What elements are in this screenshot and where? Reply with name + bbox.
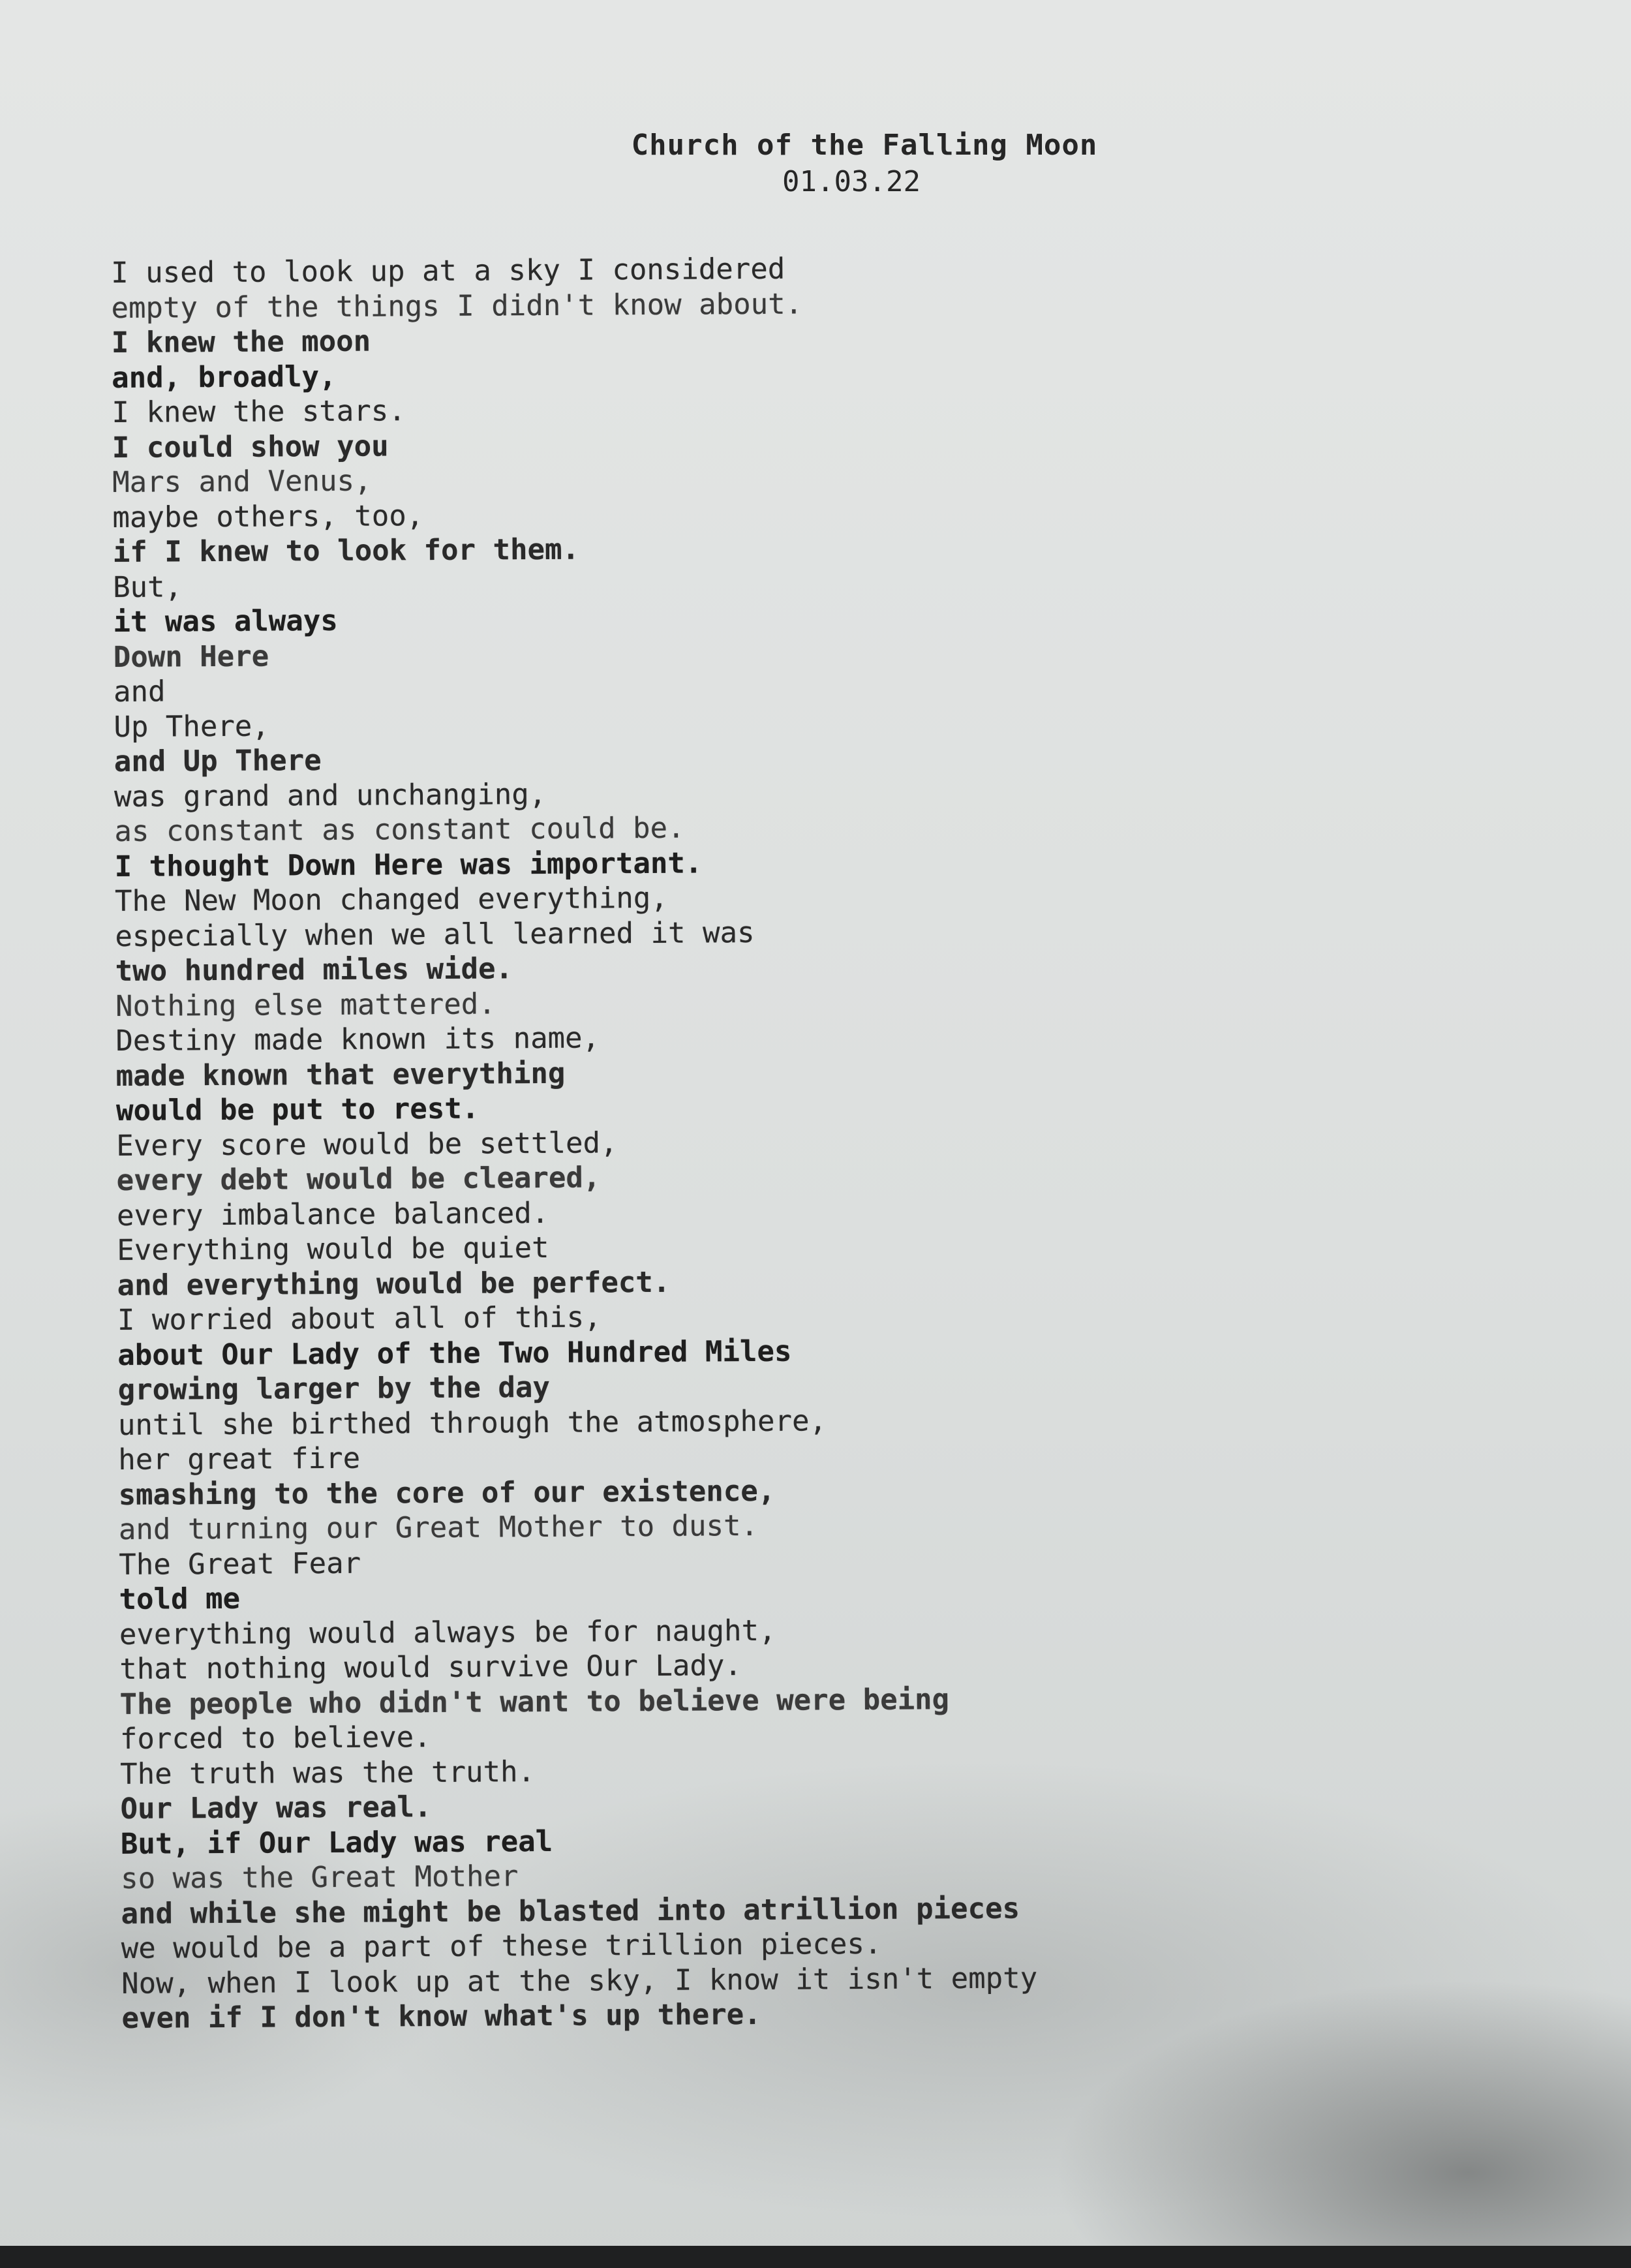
- poem-line: that nothing would survive Our Lady.: [119, 1649, 742, 1686]
- poem-line: especially when we all learned it was: [115, 915, 755, 953]
- poem-line: if I knew to look for them.: [112, 532, 580, 569]
- poem-line: Mars and Venus,: [112, 464, 372, 499]
- poem-line: Destiny made known its name,: [115, 1021, 600, 1058]
- poem-line: The New Moon changed everything,: [114, 881, 668, 918]
- poem-line: empty of the things I didn't know about.: [111, 287, 803, 325]
- poem-line: Our Lady was real.: [120, 1790, 432, 1826]
- poem-line: it was always: [113, 604, 338, 639]
- page-header: [0, 127, 1631, 200]
- poem-line: and while she might be blasted into atrillion pieces: [121, 1892, 1020, 1931]
- poem-line: and turning our Great Mother to dust.: [118, 1509, 759, 1546]
- poem-line: was grand and unchanging,: [114, 777, 547, 814]
- photo-edge-shadow: [0, 2246, 1631, 2268]
- poem-line: Every score would be settled,: [116, 1126, 618, 1163]
- poem-line: would be put to rest.: [115, 1092, 480, 1127]
- poem-line: Everything would be quiet: [117, 1231, 549, 1267]
- poem-line: I knew the moon: [111, 324, 371, 360]
- poem-line: I used to look up at a sky I considered: [111, 252, 785, 290]
- poem-line: two hundred miles wide.: [115, 952, 513, 988]
- poem-line: growing larger by the day: [117, 1370, 551, 1407]
- poem-line: even if I don't know what's up there.: [121, 1997, 761, 2035]
- poem-line: and: [113, 675, 166, 709]
- poem-line: made known that everything: [115, 1056, 566, 1093]
- poem-line: Down Here: [113, 639, 269, 674]
- poem-line: The Great Fear: [119, 1546, 361, 1582]
- poem-line: But, if Our Lady was real: [120, 1824, 553, 1861]
- poem-line: we would be a part of these trillion pieces.: [121, 1927, 882, 1965]
- poem-line: so was the Great Mother: [121, 1860, 519, 1895]
- poem-line: Up There,: [114, 709, 269, 744]
- poem-line: I worried about all of this,: [117, 1300, 602, 1337]
- poem-line: I knew the stars.: [112, 394, 406, 429]
- poem-date: 01.03.22: [782, 165, 921, 198]
- poem-line: and Up There: [114, 744, 322, 778]
- poem-line: as constant as constant could be.: [114, 811, 685, 848]
- poem-line: But,: [112, 570, 183, 604]
- poem-line: every imbalance balanced.: [116, 1196, 549, 1233]
- poem-line: Nothing else mattered.: [115, 987, 496, 1023]
- poem-line: and everything would be perfect.: [117, 1265, 671, 1302]
- poem-line: until she birthed through the atmosphere,: [117, 1403, 827, 1442]
- poem-line: I thought Down Here was important.: [114, 846, 703, 883]
- poem-line: The people who didn't want to believe were being: [119, 1682, 950, 1721]
- poem-line: maybe others, too,: [112, 498, 424, 534]
- poem-line: everything would always be for naught,: [119, 1614, 776, 1651]
- poem-line: told me: [119, 1582, 241, 1616]
- poem-line: every debt would be cleared,: [116, 1161, 601, 1197]
- poem-line: The truth was the truth.: [120, 1755, 536, 1791]
- poem-line: forced to believe.: [119, 1721, 431, 1756]
- poem-line: her great fire: [118, 1441, 361, 1477]
- poem-line: smashing to the core of our existence,: [118, 1474, 776, 1512]
- poem-line: Now, when I look up at the sky, I know it isn't empty: [121, 1961, 1038, 2000]
- poem-line: about Our Lady of the Two Hundred Miles: [117, 1334, 792, 1372]
- poem-line: and, broadly,: [111, 360, 337, 395]
- poem-line: I could show you: [112, 429, 389, 465]
- poem-body: [111, 247, 1557, 2036]
- poem-title: Church of the Falling Moon: [631, 129, 1098, 162]
